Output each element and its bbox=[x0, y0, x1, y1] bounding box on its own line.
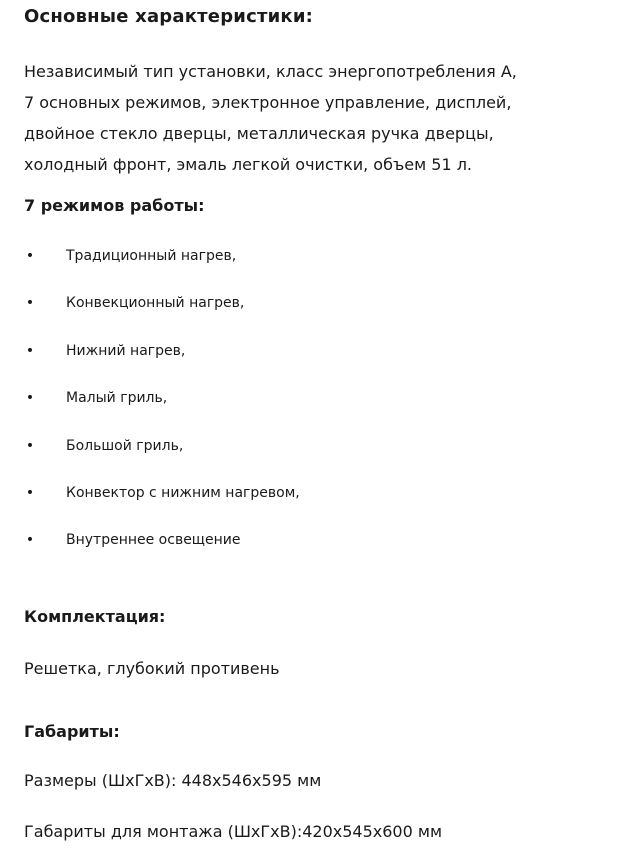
mode-label: Конвектор с нижним нагревом, bbox=[66, 484, 300, 501]
bullet-icon: • bbox=[25, 484, 35, 501]
mode-label: Конвекционный нагрев, bbox=[66, 295, 245, 312]
list-item bbox=[24, 386, 300, 433]
dimensions-heading: Габариты: bbox=[24, 722, 120, 741]
mode-label: Нижний нагрев, bbox=[66, 342, 186, 359]
intro-line: двойное стекло дверцы, металлическая ручка дверцы, bbox=[24, 124, 494, 143]
intro-line: Независимый тип установки, класс энергопотребления А, bbox=[24, 62, 517, 81]
intro-line: холодный фронт, эмаль легкой очистки, объем 51 л. bbox=[24, 155, 473, 174]
kit-heading: Комплектация: bbox=[24, 607, 166, 626]
mode-label: Большой гриль, bbox=[66, 437, 184, 454]
list-item bbox=[24, 291, 300, 338]
bullet-icon: • bbox=[25, 342, 35, 359]
bullet-icon: • bbox=[25, 437, 35, 454]
bullet-icon: • bbox=[25, 248, 35, 264]
list-item bbox=[24, 339, 300, 386]
list-item bbox=[24, 244, 300, 291]
bullet-icon: • bbox=[25, 390, 35, 407]
dimensions-size: Размеры (ШхГхВ): 448х546х595 мм bbox=[24, 771, 322, 790]
intro-line: 7 основных режимов, электронное управление, дисплей, bbox=[24, 93, 512, 112]
dimensions-mount: Габариты для монтажа (ШхГхВ):420х545х600 мм bbox=[24, 822, 443, 841]
kit-text: Решетка, глубокий противень bbox=[24, 659, 280, 678]
list-item bbox=[24, 528, 300, 575]
modes-heading: 7 режимов работы: bbox=[24, 196, 205, 215]
modes-list bbox=[24, 244, 300, 576]
list-item bbox=[24, 481, 300, 528]
main-characteristics-heading: Основные характеристики: bbox=[24, 6, 314, 27]
bullet-icon: • bbox=[25, 295, 35, 312]
mode-label: Традиционный нагрев, bbox=[66, 248, 237, 264]
intro-paragraph bbox=[24, 56, 624, 180]
bullet-icon: • bbox=[25, 532, 35, 549]
mode-label: Малый гриль, bbox=[66, 390, 168, 407]
mode-label: Внутреннее освещение bbox=[66, 532, 241, 549]
list-item bbox=[24, 434, 300, 481]
